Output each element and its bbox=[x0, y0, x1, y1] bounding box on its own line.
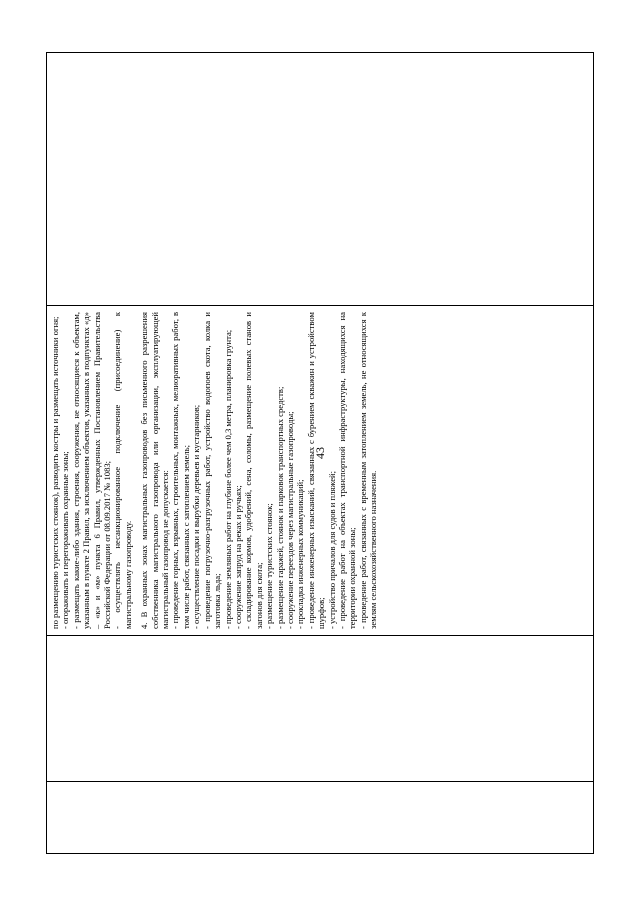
text-line: - размещение гаражей, стоянок и парковок транспортных средств; bbox=[274, 386, 285, 629]
text-line: - проведение инженерных изысканий, связанных с бурением скважин и устройством шурфов; bbox=[305, 312, 327, 629]
table-cell-empty-4 bbox=[47, 51, 593, 305]
text-line: - осуществлять несанкционированное подключение (присоединение) к магистральному газопроводу. bbox=[112, 312, 133, 629]
text-line: - складирование кормов, удобрений, сена, соломы, размещение полевых станов и загонов для скота; bbox=[243, 312, 264, 629]
text-line: - сооружение переездов через магистральные газопроводы; bbox=[284, 411, 295, 629]
text-line: - проведение работ, связанных с временным затоплением земель, не относящихся к землям сельскохозяйственного назначения. bbox=[357, 312, 379, 629]
restrictions-table bbox=[46, 52, 594, 854]
text-line: 4. В охранных зонах магистральных газопроводов без письменного разрешения собственника магистрального газопровода или организации, эксплуатирующей магистральный газопровод не допускается: bbox=[139, 312, 171, 629]
text-line: - прокладка инженерных коммуникаций; bbox=[295, 479, 306, 629]
table-cell-empty-2 bbox=[47, 635, 593, 781]
text-line: - проведение земляных работ на глубине более чем 0,3 метра, планировка грунта; bbox=[222, 329, 233, 629]
text-line: по размещению туристских стоянок), разводить костры и размещать источники огня; bbox=[50, 316, 60, 629]
text-line: - устройство причалов для судов и пляжей; bbox=[326, 471, 337, 629]
page-number: 43 bbox=[313, 447, 327, 459]
text-line: - проведение горных, взрывных, строительных, монтажных, мелиоративных работ, в том числе работ, связанных с затоплением земель; bbox=[170, 312, 191, 629]
text-line: - проведение работ на объектах транспортной инфраструктуры, находящихся на территории охранной зоны; bbox=[336, 312, 358, 629]
text-line: - осуществление посадки и вырубки деревьев и кустарников; bbox=[191, 404, 202, 629]
text-line: - проведение погрузочно-разгрузочных работ, устройство водопоев скота, колка и заготовка льда; bbox=[201, 312, 223, 629]
text-line: - огораживать и перегораживать охранные зоны; bbox=[60, 451, 71, 629]
table-cell-restrictions-text bbox=[47, 305, 593, 635]
text-line: - размещать какие-либо здания, строения, сооружения, не относящиеся к объектам, указанным в пункте 2 Правил, за исключением объектов, указанных в подпунктах «д» – «к» и «м» пункта 6 Правил, утвержденных Постановлением Правительства Российской Федерации от 08.09.2017 № 1083; bbox=[70, 312, 113, 629]
table-cell-empty-1 bbox=[47, 781, 593, 853]
text-line: - размещение туристских стоянок; bbox=[264, 503, 275, 629]
text-line: - сооружение запруд на реках и ручьях; bbox=[232, 485, 243, 629]
